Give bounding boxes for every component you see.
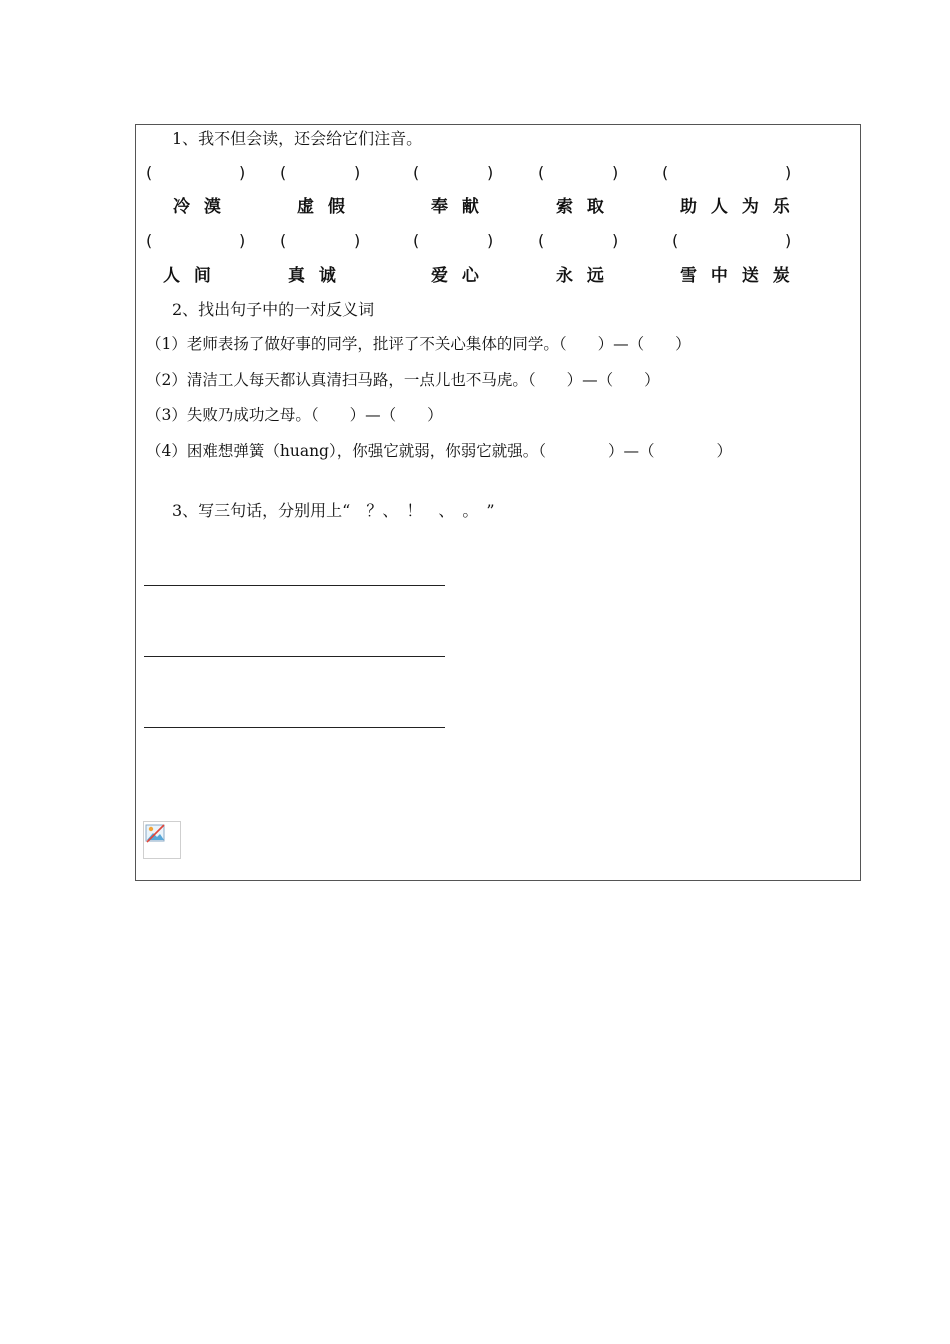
blank-close-paren: ): [612, 163, 619, 182]
blank-close-paren: ): [487, 163, 494, 182]
writing-line[interactable]: [144, 656, 445, 657]
blank-open-paren: (: [146, 231, 153, 250]
blank-open-paren: (: [413, 231, 420, 250]
word: 奉 献: [431, 197, 483, 217]
section1-title: 1、我不但会读，还会给它们注音。: [172, 129, 423, 148]
writing-line[interactable]: [144, 727, 445, 728]
blank-close-paren: ): [354, 231, 361, 250]
word: 爱 心: [431, 266, 483, 286]
word: 助 人 为 乐: [680, 197, 794, 217]
section3-title: 3、写三句话，分别用上“ ？、 ！ 、 。 ”: [172, 501, 495, 520]
word: 真 诚: [288, 266, 340, 286]
blank-close-paren: ): [239, 163, 246, 182]
antonym-question: （3）失败乃成功之母。（ ）—（ ）: [146, 406, 443, 424]
broken-image-icon: [143, 821, 181, 859]
blank-open-paren: (: [538, 163, 545, 182]
image-placeholder-icon: [145, 823, 167, 845]
blank-open-paren: (: [280, 231, 287, 250]
blank-open-paren: (: [413, 163, 420, 182]
antonym-question: （4）困难想弹簧（huang），你强它就弱，你弱它就强。（ ）—（ ）: [146, 442, 732, 460]
word: 冷 漠: [173, 197, 225, 217]
writing-line[interactable]: [144, 585, 445, 586]
antonym-question: （1）老师表扬了做好事的同学，批评了不关心集体的同学。（ ）—（ ）: [146, 335, 691, 353]
blank-close-paren: ): [354, 163, 361, 182]
blank-open-paren: (: [538, 231, 545, 250]
blank-close-paren: ): [612, 231, 619, 250]
word: 雪 中 送 炭: [680, 266, 794, 286]
word: 虚 假: [297, 197, 349, 217]
word: 人 间: [163, 266, 215, 286]
blank-close-paren: ): [487, 231, 494, 250]
section2-title: 2、找出句子中的一对反义词: [172, 300, 375, 319]
blank-close-paren: ): [785, 163, 792, 182]
blank-close-paren: ): [239, 231, 246, 250]
word: 永 远: [556, 266, 608, 286]
blank-open-paren: (: [280, 163, 287, 182]
blank-open-paren: (: [146, 163, 153, 182]
word: 索 取: [556, 197, 608, 217]
blank-open-paren: (: [662, 163, 669, 182]
blank-open-paren: (: [672, 231, 679, 250]
antonym-question: （2）清洁工人每天都认真清扫马路，一点儿也不马虎。（ ）—（ ）: [146, 371, 660, 389]
blank-close-paren: ): [785, 231, 792, 250]
